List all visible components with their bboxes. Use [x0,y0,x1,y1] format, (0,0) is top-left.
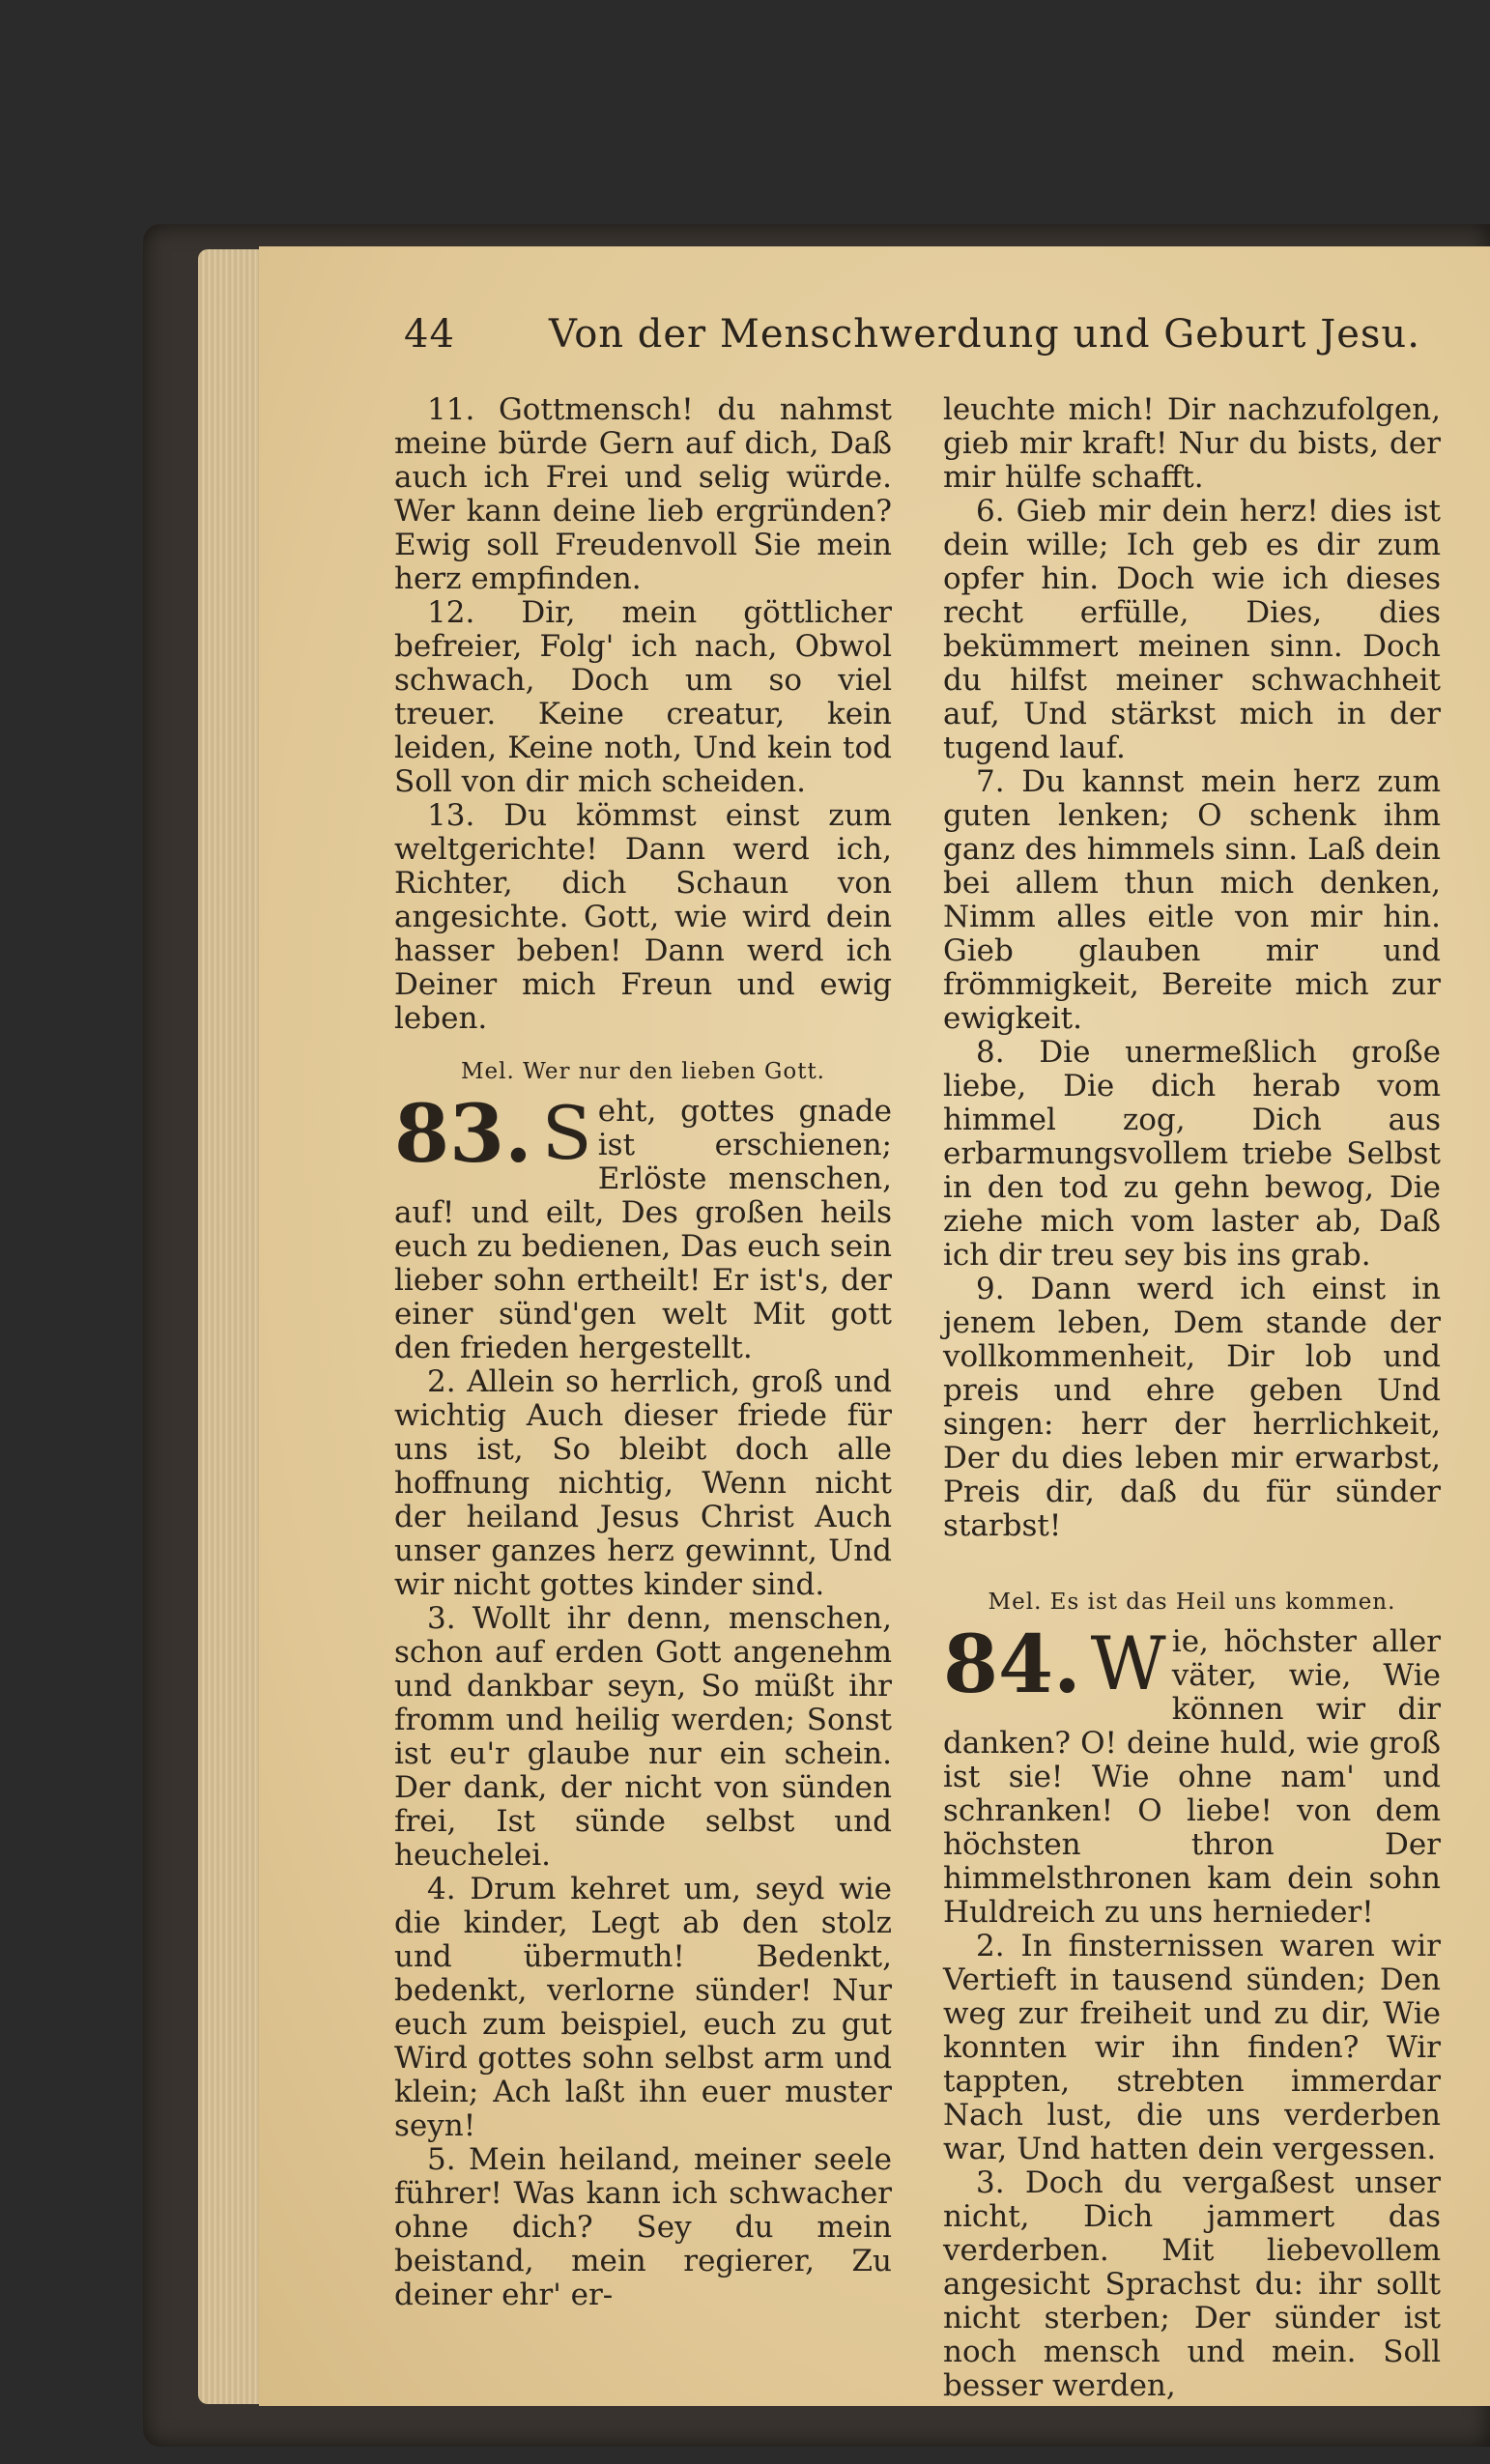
book-page [259,246,1490,2406]
verse: 2. In finsternissen waren wir Vertieft in tausend sünden; Den weg zur freiheit und zu dir, Wie konnten wir ihn finden? Wir tappten, strebten immerdar Nach lust, die uns verderben war, Und hatten dein vergessen. [943,1929,1441,2166]
verse: 11. Gottmensch! du nahmst meine bürde Gern auf dich, Daß auch ich Frei und selig würde. Wer kann deine lieb ergründen? Ewig soll Freudenvoll Sie mein herz empfinden. [394,392,892,596]
verse: 7. Du kannst mein herz zum guten lenken; O schenk ihm ganz des himmels sinn. Laß dein bei allem thun mich denken, Nimm alles eitle von mir hin. Gieb glauben mir und frömmigkeit, Bereite mich zur ewigkeit. [943,764,1441,1036]
verse: 6. Gieb mir dein herz! dies ist dein wille; Ich geb es dir zum opfer hin. Doch wie ich dieses recht erfülle, Dies, dies bekümmert meinen sinn. Doch du hilfst meiner schwachheit auf, Und stärkst mich in der tugend lauf. [943,494,1441,765]
verse: 8. Die unermeßlich große liebe, Die dich herab vom himmel zog, Dich aus erbarmungsvollem triebe Selbst in den tod zu gehn bewog, Die ziehe mich vom laster ab, Daß ich dir treu sey bis ins grab. [943,1035,1441,1273]
page-header [404,312,1447,370]
verse: 2. Allein so herrlich, groß und wichtig Auch dieser friede für uns ist, So bleibt doch alle hoffnung nichtig, Wenn nicht der heiland Jesus Christ Auch unser ganzes herz gewinnt, Und wir nicht gottes kinder sind. [394,1364,892,1602]
melody-note: Mel. Es ist das Heil uns kommen. [988,1590,1396,1615]
hymn-number: 83. [394,1088,532,1181]
verse: 3. Wollt ihr denn, menschen, schon auf erden Gott angenehm und dankbar seyn, So müßt ihr fromm und heilig werden; Sonst ist eu'r glaube nur ein schein. Der dank, der nicht von sünden frei, Ist sünde selbst und heuchelei. [394,1601,892,1873]
hymn-84 [943,1619,1441,2403]
verse: 12. Dir, mein göttlicher befreier, Folg' ich nach, Obwol schwach, Doch um so viel treuer. Keine creatur, kein leiden, Keine noth, Und kein tod Soll von dir mich scheiden. [394,595,892,799]
hymn-first-verse: eht, gottes gnade ist erschienen; Erlöste menschen, auf! und eilt, Des großen heils euch zu bedienen, Das euch sein lieber sohn ertheilt! Er ist's, der einer sünd'gen welt Mit gott den frieden hergestellt. [394,1094,892,1365]
continuation-text: leuchte mich! Dir nachzufolgen, gieb mir kraft! Nur du bists, der mir hülfe schafft. [943,392,1441,495]
verse: 4. Drum kehret um, seyd wie die kinder, Legt ab den stolz und übermuth! Bedenkt, bedenkt, verlorne sünder! Nur euch zum beispiel, euch zu gut Wird gottes sohn selbst arm und klein; Ach laßt ihn euer muster seyn! [394,1872,892,2143]
drop-cap: S [541,1090,592,1176]
hymn-number: 84. [943,1619,1081,1711]
running-title: Von der Menschwerdung und Geburt Jesu. [549,312,1420,357]
verse: 9. Dann werd ich einst in jenem leben, Dem stande der vollkommenheit, Dir lob und preis und ehre geben Und singen: herr der herrlichkeit, Der du dies leben mir erwarbst, Preis dir, daß du für sünder starbst! [943,1272,1441,1543]
page-edges [198,249,266,2404]
hymn-first-verse: ie, höchster aller väter, wie, Wie können wir dir danken? O! deine huld, wie groß ist sie! Wie ohne nam' und schranken! O liebe! von dem höchsten thron Der himmelsthronen kam dein sohn Huldreich zu uns hernieder! [943,1624,1441,1930]
verse: 3. Doch du vergaßest unser nicht, Dich jammert das verderben. Mit liebevollem angesicht Sprachst du: ihr sollt nicht sterben; Der sünder ist noch mensch und mein. Soll besser werden, [943,2165,1441,2403]
hymn-83 [394,1088,892,2312]
right-column [943,393,1441,2403]
page-number: 44 [404,312,455,357]
verse: 13. Du kömmst einst zum weltgerichte! Dann werd ich, Richter, dich Schaun von angesichte. Gott, wie wird dein hasser beben! Dann werd ich Deiner mich Freun und ewig leben. [394,798,892,1036]
left-column [394,393,892,2312]
verse: 5. Mein heiland, meiner seele führer! Was kann ich schwacher ohne dich? Sey du mein beistand, mein regierer, Zu deiner ehr' er- [394,2142,892,2312]
melody-note: Mel. Wer nur den lieben Gott. [460,1059,825,1084]
drop-cap: W [1090,1620,1166,1706]
